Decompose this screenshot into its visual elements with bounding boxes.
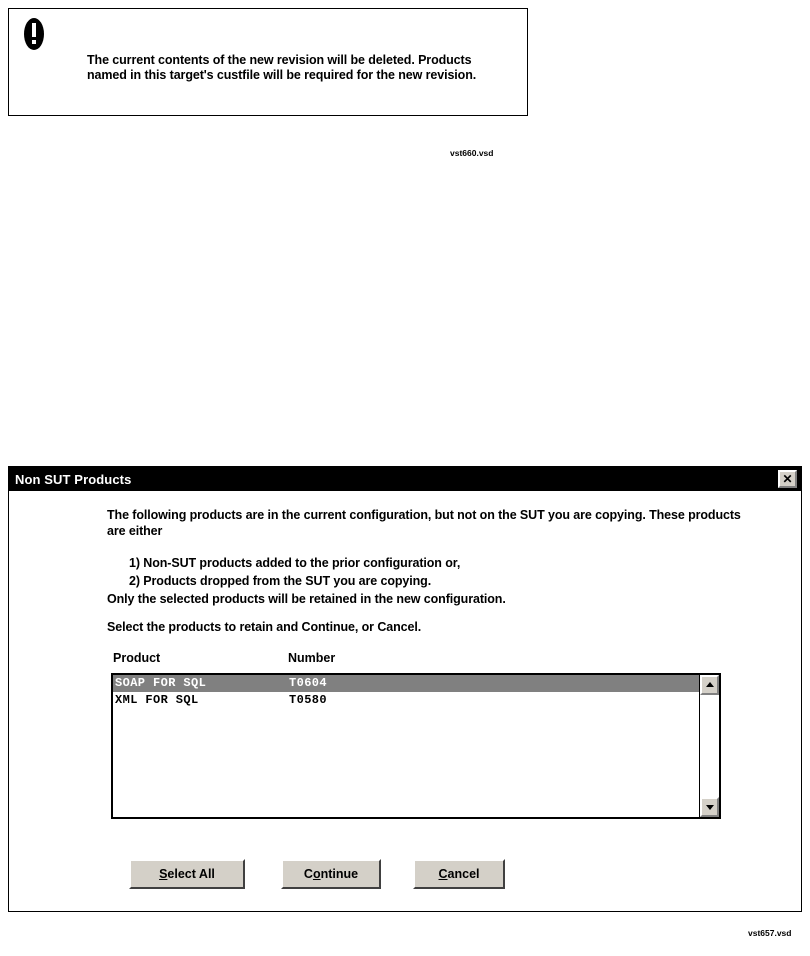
scroll-down-icon[interactable] [700,797,719,817]
dialog-intro-line-2: 1) Non-SUT products added to the prior configuration or, [129,556,461,570]
non-sut-products-dialog [8,466,802,912]
list-scrollbar[interactable] [699,675,719,817]
dialog-intro-line-3: 2) Products dropped from the SUT you are copying. [129,574,432,588]
column-header-number: Number [288,651,336,665]
dialog-figure-caption: vst657.vsd [748,928,792,938]
cancel-button[interactable]: Cancel [413,859,505,889]
warning-figure-caption: vst660.vsd [450,148,494,158]
continue-button[interactable]: Continue [281,859,381,889]
dialog-select-instruction: Select the products to retain and Continue, or Cancel. [107,620,422,634]
list-item-product: SOAP FOR SQL [115,676,207,690]
list-item-number: T0580 [289,693,328,707]
list-item-number: T0604 [289,676,328,690]
product-listbox[interactable] [111,673,721,819]
exclamation-icon [19,17,49,51]
dialog-titlebar [9,467,801,491]
warning-message: The current contents of the new revision will be deleted. Products named in this target's custfile will be required for the new revision. [87,53,477,82]
scroll-up-icon[interactable] [700,675,719,695]
dialog-intro-line-1: The following products are in the current configuration, but not on the SUT you are copying. These products are either [107,508,741,538]
dialog-title: Non SUT Products [15,471,132,487]
product-list[interactable] [113,675,699,817]
column-header-product: Product [113,651,161,665]
scrollbar-track[interactable] [700,695,719,797]
list-item[interactable] [113,692,699,709]
warning-box [8,8,528,116]
close-icon[interactable]: ✕ [778,470,797,488]
select-all-button[interactable]: Select All [129,859,245,889]
dialog-button-row [129,859,729,893]
dialog-intro-line-4: Only the selected products will be retained in the new configuration. [107,592,506,606]
list-item[interactable] [113,675,699,692]
dialog-body [9,491,801,911]
list-item-product: XML FOR SQL [115,693,199,707]
